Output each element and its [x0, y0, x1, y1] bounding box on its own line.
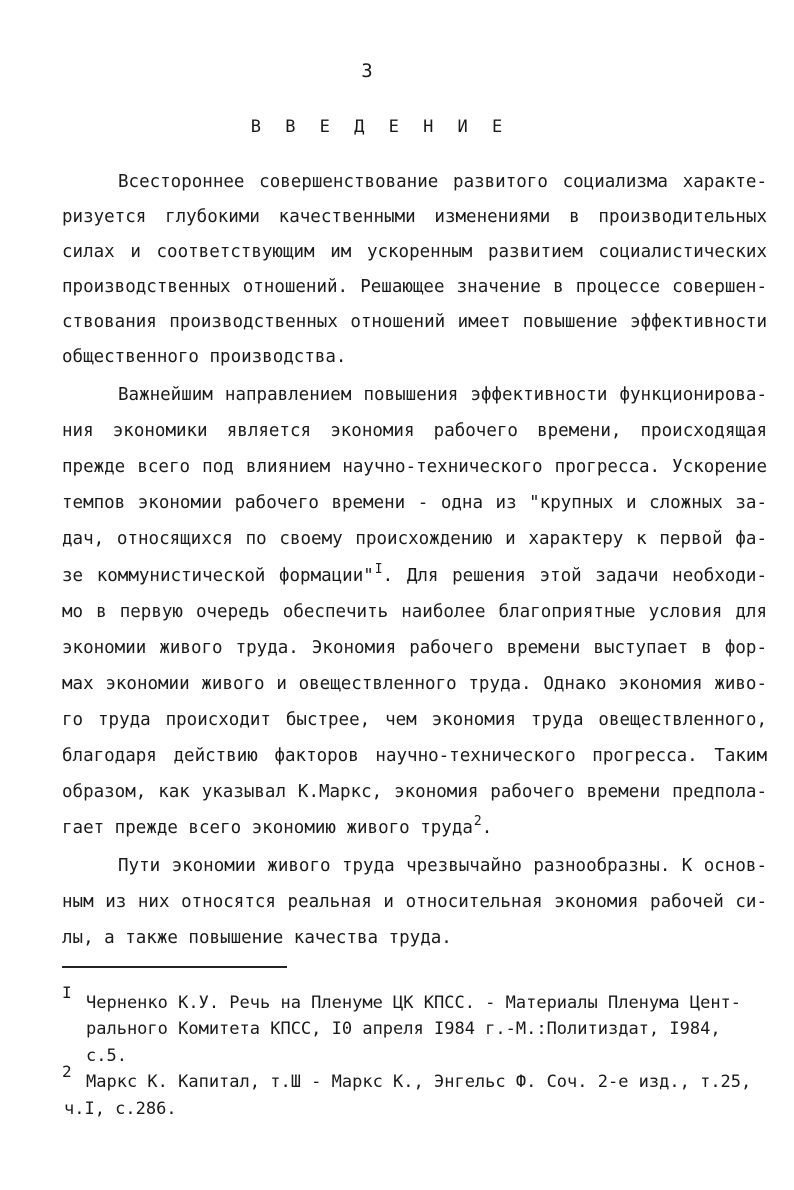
paragraph-line: ния экономики является экономия рабочего времени, происходящая — [62, 421, 767, 441]
footnote-reference-2: 2 — [473, 814, 482, 829]
paragraph-line: общественного производства. — [62, 347, 347, 367]
paragraph-line: го труда происходит быстрее, чем экономия труда овеществленного, — [62, 710, 767, 730]
paragraph-line: прежде всего под влиянием научно-технического прогресса. Ускорение — [62, 457, 767, 477]
line-text: гает прежде всего экономию живого труда — [62, 818, 473, 838]
footnote-divider — [62, 966, 287, 968]
paragraph-line: Всестороннее совершенствование развитого социализма характе- — [118, 172, 767, 192]
paragraph-line: силах и соответствующим им ускоренным развитием социалистических — [62, 242, 767, 262]
footnote-2-line: ч.I, с.286. — [64, 1099, 177, 1119]
paragraph-line: благодаря действию факторов научно-технического прогресса. Таким — [62, 746, 767, 766]
paragraph-line — [62, 814, 767, 841]
footnote-1-line: Черненко К.У. Речь на Пленуме ЦК КПСС. - Материалы Пленума Цент- — [86, 993, 742, 1013]
line-text: . — [481, 818, 493, 838]
footnote-reference-1: I — [374, 562, 383, 577]
footnote-1-line: рального Комитета КПСС, I0 апреля I984 г.-М.:Политиздат, I984, — [86, 1019, 721, 1039]
paragraph-line: образом, как указывал К.Маркс, экономия рабочего времени предпола- — [62, 782, 767, 802]
paragraph-line: экономии живого труда. Экономия рабочего времени выступает в фор- — [62, 638, 767, 658]
paragraph-line: ствования производственных отношений имеет повышение эффективности — [62, 312, 767, 332]
paragraph-line — [62, 562, 767, 589]
footnote-2-mark: 2 — [62, 1062, 72, 1081]
paragraph-line: ризуется глубокими качественными изменениями в производительных — [62, 207, 767, 227]
paragraph-line: производственных отношений. Решающее значение в процессе совершен- — [62, 277, 767, 297]
paragraph-line: дач, относящихся по своему происхождению и характеру к первой фа- — [62, 529, 767, 549]
paragraph-line: мо в первую очередь обеспечить наиболее благоприятные условия для — [62, 602, 767, 622]
paragraph-line: ным из них относятся реальная и относительная экономия рабочей си- — [62, 892, 767, 912]
paragraph-line: мах экономии живого и овеществленного труда. Однако экономия живо- — [62, 674, 767, 694]
footnote-1-mark: I — [62, 983, 72, 1002]
line-text: . Для решения этой задачи необходи- — [382, 566, 767, 586]
paragraph-line: Важнейшим направлением повышения эффективности функционирова- — [118, 385, 767, 405]
footnote-2-line: Маркс К. Капитал, т.Ш - Маркс К., Энгельс Ф. Соч. 2-е изд., т.25, — [86, 1072, 752, 1092]
paragraph-line: темпов экономии рабочего времени - одна из "крупных и сложных за- — [62, 493, 767, 513]
section-title: В В Е Д Е Н И Е — [250, 117, 510, 137]
paragraph-line: лы, а также повышение качества труда. — [62, 928, 452, 948]
paragraph-line: Пути экономии живого труда чрезвычайно разнообразны. К основ- — [118, 856, 767, 876]
footnote-1-line: с.5. — [86, 1046, 127, 1066]
line-text: зе коммунистической формации" — [62, 566, 374, 586]
page-number: 3 — [361, 60, 373, 82]
